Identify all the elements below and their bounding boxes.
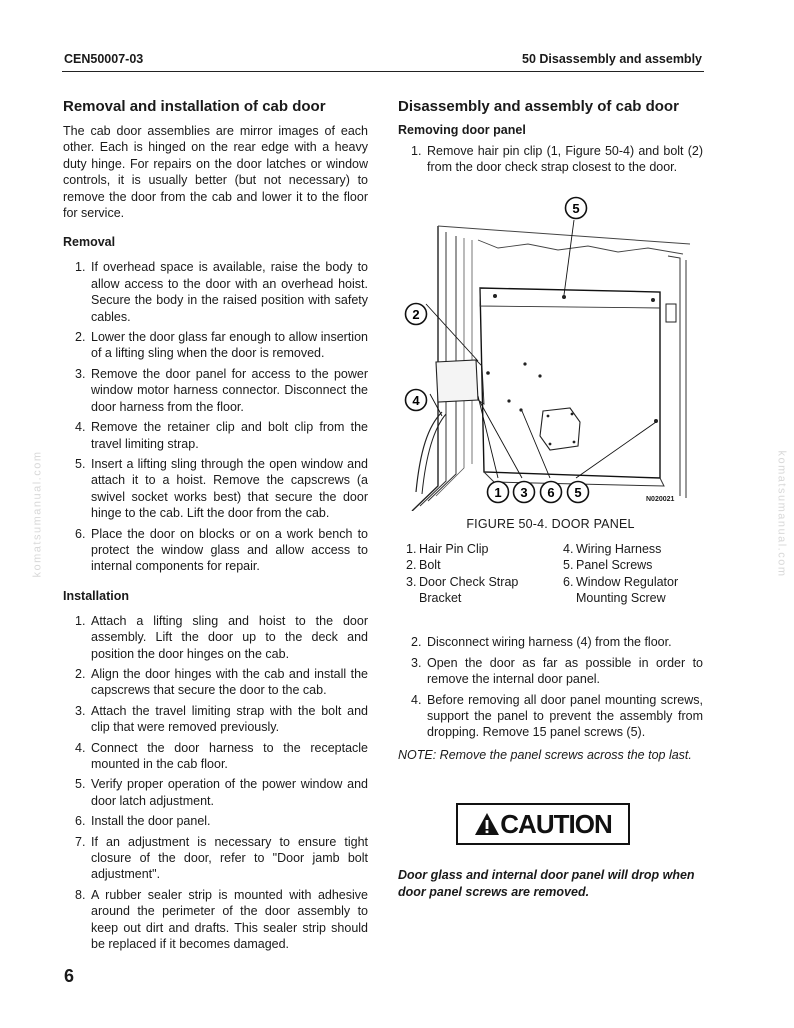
list-item: 5. Insert a lifting sling through the open window and attach it to a hoist. Remove the capscrews (a swivel socket works best) that secure the door hinge to the cab. Lift the door from the cab. — [75, 456, 368, 521]
svg-text:4: 4 — [412, 392, 420, 408]
legend-item: 6. Window Regulator Mounting Screw — [563, 574, 679, 606]
callout-2 — [406, 303, 427, 324]
legend-item: 2. Bolt — [406, 558, 441, 573]
note-text: NOTE: Remove the panel screws across the top last. — [398, 747, 692, 762]
intro-paragraph: The cab door assemblies are mirror images of each other. Each is hinged on the rear edge with a heavy duty hinge. For repairs on the door latches or window controls, it is usually better (but not necessary) to remove the door from the cab and lower it to the floor for service. — [63, 124, 368, 221]
document-code: CEN50007-03 — [64, 52, 144, 66]
callout-1 — [488, 481, 509, 502]
list-item: 8. A rubber sealer strip is mounted with adhesive around the perimeter of the door assembly to keep out dirt and drafts. This sealer strip should be replaced if it becomes damaged. — [75, 887, 368, 952]
svg-text:1: 1 — [494, 484, 502, 500]
callout-6 — [541, 481, 562, 502]
door-panel-illustration — [398, 196, 703, 511]
list-item: 2. Disconnect wiring harness (4) from the floor. — [411, 635, 672, 650]
list-item: 1. Attach a lifting sling and hoist to the door assembly. Lift the door up to the deck and position the door hinges on the cab. — [75, 613, 368, 661]
door-panel-steps-b — [398, 634, 703, 740]
legend-item: 4. Wiring Harness — [563, 541, 662, 556]
legend-item: 5. Panel Screws — [563, 558, 653, 573]
list-item: 6. Place the door on blocks or on a work bench to protect the window glass and allow access to internal components for repair. — [75, 526, 368, 574]
installation-heading: Installation — [63, 588, 129, 603]
callout-4 — [406, 389, 427, 410]
callout-5-top — [566, 197, 587, 218]
watermark-left: komatsumanual.com — [31, 450, 44, 578]
removing-door-panel-heading: Removing door panel — [398, 123, 526, 137]
right-column — [398, 98, 703, 900]
legend-item: 1. Hair Pin Clip — [406, 541, 489, 556]
svg-text:3: 3 — [520, 484, 528, 500]
list-item: 1. If overhead space is available, raise the body to allow access to the door with an overhead hoist. Secure the body in the raised position with safety cables. — [75, 260, 368, 324]
svg-text:2: 2 — [412, 306, 420, 322]
list-item: 4. Remove the retainer clip and bolt clip from the travel limiting strap. — [75, 420, 368, 451]
legend-column-right — [555, 541, 695, 607]
list-item: 3. Attach the travel limiting strap with the bolt and clip that were removed previously. — [75, 703, 368, 735]
list-item: 4. Connect the door harness to the receptacle mounted in the cab floor. — [75, 740, 368, 771]
callout-5-bottom — [568, 481, 589, 502]
callout-3 — [514, 481, 535, 502]
left-column — [63, 98, 368, 956]
installation-steps — [63, 613, 368, 953]
legend-item: 3. Door Check Strap Bracket — [406, 574, 519, 606]
list-item: 2. Lower the door glass far enough to allow insertion of a lifting sling when the door is removed. — [75, 330, 368, 361]
list-item: 3. Remove the door panel for access to the power window motor harness connector. Disconnect the door harness from the floor. — [75, 366, 368, 414]
caution-label: CAUTION — [500, 808, 612, 839]
removal-installation-title: Removal and installation of cab door — [63, 98, 326, 115]
watermark-right: komatsumanual.com — [775, 450, 788, 578]
list-item: 7. If an adjustment is necessary to ensure tight closure of the door, refer to "Door jamb bolt adjustment". — [75, 834, 368, 882]
warning-triangle-icon — [474, 812, 500, 836]
caution-warning-text: Door glass and internal door panel will drop when door panel screws are removed. — [398, 868, 695, 899]
list-item: 6. Install the door panel. — [75, 814, 211, 829]
caution-box — [456, 803, 630, 845]
list-item: 1. Remove hair pin clip (1, Figure 50-4) and bolt (2) from the door check strap closest to the door. — [411, 144, 703, 175]
figure-legend — [398, 541, 703, 607]
list-item: 4. Before removing all door panel mounting screws, support the panel to prevent the assembly from dropping. Remove 15 panel screws (5). — [411, 692, 703, 740]
page-number: 6 — [64, 966, 75, 986]
list-item: 5. Verify proper operation of the power window and door latch adjustment. — [75, 777, 368, 808]
door-panel-steps-a — [398, 143, 703, 176]
disassembly-title: Disassembly and assembly of cab door — [398, 98, 679, 115]
removal-heading: Removal — [63, 235, 116, 250]
figure-code: N020021 — [646, 495, 675, 503]
header-divider — [62, 71, 704, 72]
door-panel-figure — [398, 196, 703, 511]
svg-text:5: 5 — [572, 200, 580, 216]
list-item: 2. Align the door hinges with the cab and install the capscrews that secure the door to the cab. — [75, 666, 368, 698]
figure-caption: FIGURE 50-4. DOOR PANEL — [466, 516, 635, 531]
section-title: 50 Disassembly and assembly — [522, 52, 702, 66]
svg-text:5: 5 — [574, 484, 582, 500]
legend-column-left — [398, 541, 555, 607]
list-item: 3. Open the door as far as possible in order to remove the internal door panel. — [411, 655, 703, 687]
svg-text:6: 6 — [547, 484, 555, 500]
removal-steps — [63, 259, 368, 574]
